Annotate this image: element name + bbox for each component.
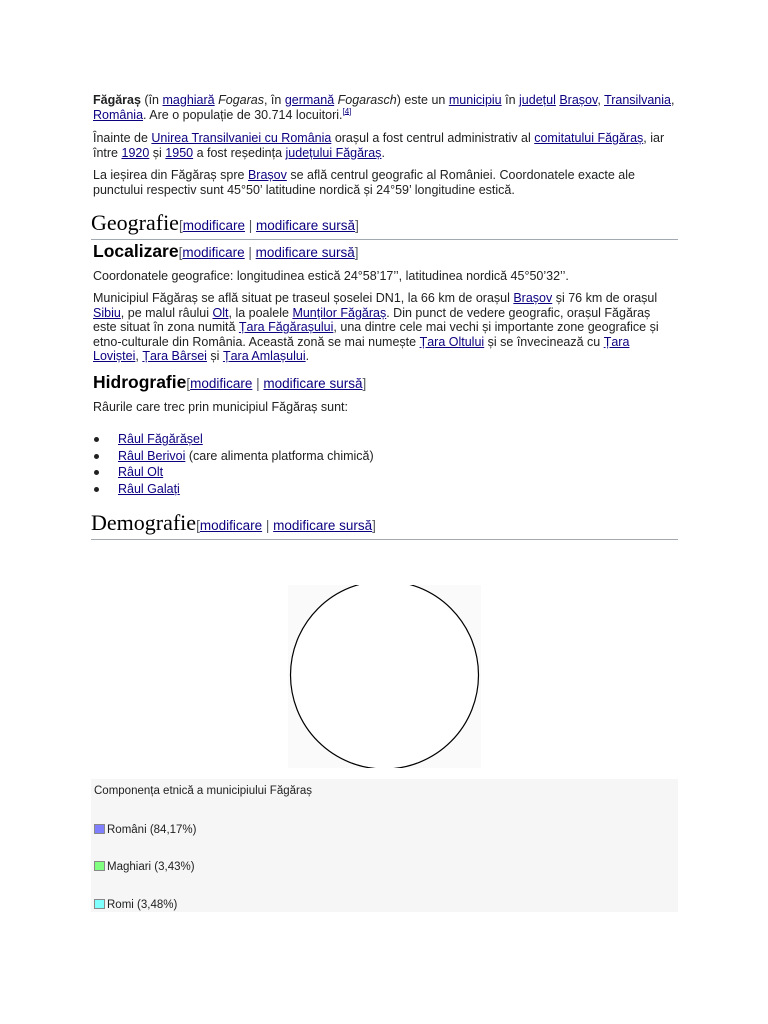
edit-section-links <box>196 518 376 533</box>
text: a fost reședința <box>193 145 286 160</box>
text: Municipiul Făgăraș se află situat pe traseul șoselei DN1, la 66 km de orașul <box>93 291 514 305</box>
text: , <box>135 349 143 363</box>
coordinates-paragraph: Coordonatele geografice: longitudinea estică 24°58’17’’, latitudinea nordică 45°50’32’’. <box>93 269 569 283</box>
edit-link[interactable]: modificare <box>182 218 245 233</box>
text: în <box>501 93 520 107</box>
article-title-bold: Făgăraș <box>93 93 141 107</box>
heading-geografie <box>91 210 678 240</box>
legend-caption: Componența etnică a municipiului Făgăraș <box>94 785 312 797</box>
link-sibiu[interactable]: Sibiu <box>93 305 121 320</box>
bracket: [ <box>186 376 191 391</box>
text: se află centrul geografic al României. Coordonatele exacte ale punctului respectiv sunt 45°50’ latitudine nordică și 24°59’ longitudine estică. <box>93 168 635 197</box>
edit-section-links <box>179 218 359 233</box>
legend-item <box>94 824 196 836</box>
edit-link[interactable]: modificare <box>182 245 245 260</box>
river-link[interactable]: Râul Berivoi <box>118 448 186 463</box>
heading-hidrografie <box>93 371 678 395</box>
pie-chart-container <box>288 585 481 768</box>
link-1920[interactable]: 1920 <box>121 145 150 160</box>
intro-paragraph <box>93 93 678 122</box>
pie-chart <box>288 585 481 768</box>
text: . <box>381 145 385 160</box>
edit-source-link[interactable]: modificare sursă <box>263 376 363 391</box>
link-tara-oltului[interactable]: Țara Oltului <box>419 334 485 349</box>
text: și se învecinează cu <box>484 334 604 349</box>
link-brasov[interactable]: Brașov <box>513 291 553 305</box>
text: , în <box>263 93 285 107</box>
text: și 76 km de orașul <box>552 291 658 305</box>
text: Înainte de <box>93 131 152 145</box>
list-item <box>93 464 593 481</box>
history-paragraph <box>93 131 678 160</box>
name-german: Fogarasch <box>337 93 397 107</box>
text: , <box>597 93 605 107</box>
legend-swatch <box>94 824 105 834</box>
link-municipiu[interactable]: municipiu <box>448 93 502 107</box>
text: . Are o populație de 30.714 locuitori. <box>143 107 343 122</box>
bracket: ] <box>372 518 376 533</box>
heading-demografie <box>91 510 678 540</box>
list-item <box>93 431 593 448</box>
text: La ieșirea din Făgăraș spre <box>93 168 248 182</box>
heading-localizare <box>93 240 678 264</box>
separator: | <box>252 376 264 391</box>
river-link[interactable]: Râul Olt <box>118 465 164 480</box>
heading-text: Hidrografie <box>93 372 187 392</box>
heading-text: Geografie <box>91 210 179 235</box>
link-brasov[interactable]: Brașov <box>247 168 287 182</box>
list-item <box>93 448 593 465</box>
text: și <box>149 145 166 160</box>
separator: | <box>262 518 274 533</box>
legend-label: Români (84,17%) <box>107 824 197 836</box>
heading-text: Demografie <box>91 510 197 535</box>
bullet-icon <box>94 487 99 492</box>
name-hungarian: Fogaras <box>218 93 264 107</box>
list-item <box>93 481 593 498</box>
river-note: (care alimenta platforma chimică) <box>185 448 374 463</box>
bracket: ] <box>362 376 367 391</box>
separator: | <box>244 245 256 260</box>
bracket: [ <box>178 218 183 233</box>
link-maghiara[interactable]: maghiară <box>162 93 215 107</box>
link-olt[interactable]: Olt <box>212 305 229 320</box>
link-tara-lovistei[interactable]: Țara Loviștei <box>93 334 630 363</box>
rivers-intro: Râurile care trec prin municipiul Făgăraș sunt: <box>93 400 348 414</box>
legend-label: Maghiari (3,43%) <box>107 861 195 873</box>
pie-outline <box>291 585 479 768</box>
edit-source-link[interactable]: modificare sursă <box>255 245 355 260</box>
legend-item <box>94 899 177 911</box>
text: , una dintre cele mai vechi și importante zone geografice și etno-culturale din România. Această zonă se mai numește <box>93 320 659 349</box>
separator: | <box>245 218 257 233</box>
heading-text: Localizare <box>93 241 179 261</box>
link-tara-barsei[interactable]: Țara Bârsei <box>142 349 207 363</box>
link-transilvania[interactable]: Transilvania <box>604 93 671 107</box>
link-tara-fagarasului[interactable]: Țara Făgărașului <box>238 320 334 334</box>
location-paragraph <box>93 291 668 364</box>
link-tara-amlasului[interactable]: Țara Amlașului <box>222 349 306 363</box>
bracket: ] <box>354 245 359 260</box>
legend-swatch <box>94 899 105 909</box>
link-judetului[interactable]: județului Făgăraș <box>285 145 382 160</box>
bracket: [ <box>196 518 200 533</box>
legend-label: Romi (3,48%) <box>107 899 178 911</box>
pie-legend <box>91 779 678 912</box>
text: (în <box>140 93 163 107</box>
edit-link[interactable]: modificare <box>199 518 263 533</box>
edit-link[interactable]: modificare <box>190 376 253 391</box>
link-muntii[interactable]: Munților Făgăraș <box>292 305 387 320</box>
text: orașul a fost centrul administrativ al <box>331 131 535 145</box>
rivers-list <box>93 431 593 498</box>
text: , iar între <box>93 131 665 160</box>
reference-link[interactable]: [4] <box>342 106 352 116</box>
text: . Din punct de vedere geografic, orașul Făgăraș este situat în zona numită <box>93 305 651 334</box>
link-unirea[interactable]: Unirea Transilvaniei cu România <box>151 131 332 145</box>
link-germana[interactable]: germană <box>284 93 335 107</box>
bracket: ] <box>355 218 359 233</box>
link-romania[interactable]: România <box>93 107 144 122</box>
link-brasov[interactable]: Brașov <box>559 93 598 107</box>
text: ) este un <box>396 93 449 107</box>
text: și <box>206 349 223 363</box>
bullet-icon <box>94 454 99 459</box>
link-comitatului[interactable]: comitatului Făgăraș <box>534 131 644 145</box>
text: , <box>671 93 675 107</box>
edit-source-link[interactable]: modificare sursă <box>256 218 356 233</box>
river-link[interactable]: Râul Galați <box>118 482 180 497</box>
river-link[interactable]: Râul Făgărășel <box>118 432 203 446</box>
geo-center-paragraph <box>93 168 678 197</box>
bullet-icon <box>94 437 99 442</box>
text: . <box>305 349 310 363</box>
legend-item <box>94 861 195 873</box>
bullet-icon <box>94 470 99 475</box>
edit-section-links <box>186 376 366 391</box>
legend-swatch <box>94 861 105 871</box>
edit-source-link[interactable]: modificare sursă <box>273 518 373 533</box>
text: , la poalele <box>228 305 293 320</box>
edit-section-links <box>179 245 359 260</box>
link-judetul[interactable]: județul <box>519 93 556 107</box>
link-1950[interactable]: 1950 <box>165 145 194 160</box>
bracket: [ <box>178 245 183 260</box>
text: , pe malul râului <box>120 305 213 320</box>
